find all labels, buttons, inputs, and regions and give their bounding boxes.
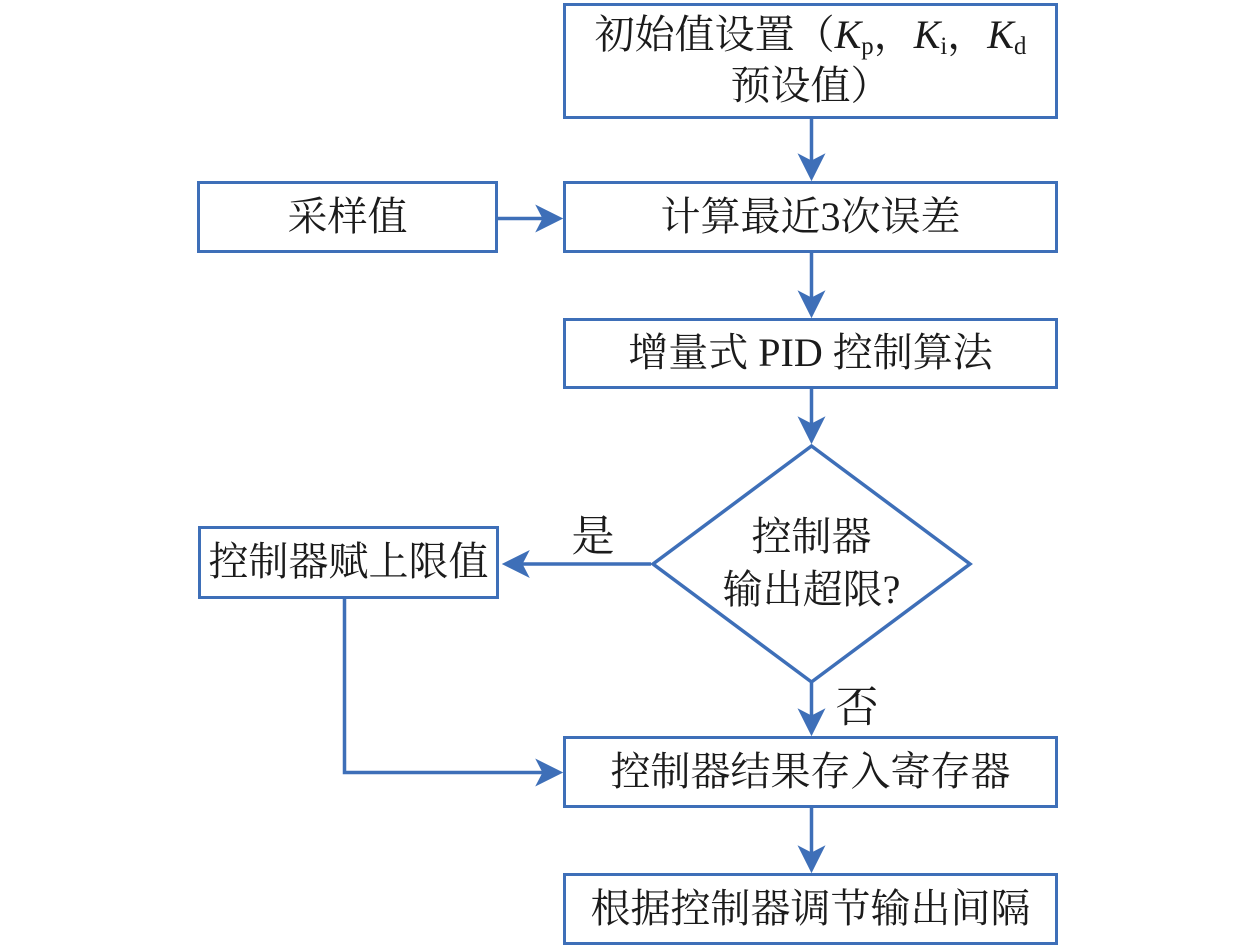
kd-symbol: K (987, 12, 1014, 58)
node-label: 根据控制器调节输出间隔 (590, 885, 1031, 931)
node-initial-value-setup (563, 3, 1058, 119)
ki-symbol: K (913, 12, 941, 58)
edge-assign-to-store (345, 599, 560, 773)
node-label: 控制器结果存入寄存器 (610, 748, 1011, 794)
edge-label-yes: 是 (571, 513, 615, 561)
init-line2: 预设值） (730, 63, 891, 108)
node-store-to-register (563, 736, 1058, 808)
node-label: 计算最近3次误差 (660, 193, 961, 239)
decision-line2: 输出超限? (722, 567, 901, 612)
node-incremental-pid-algorithm (563, 318, 1058, 389)
kp-symbol: K (834, 12, 862, 58)
node-adjust-output-interval (563, 873, 1058, 945)
node-sampling-value (197, 181, 498, 253)
node-calc-recent-errors (563, 181, 1058, 253)
node-label: 控制器赋上限值 (208, 539, 489, 585)
node-decision-output-overlimit (661, 496, 962, 632)
node-label: 采样值 (287, 193, 408, 239)
node-assign-upper-limit (198, 526, 499, 599)
edge-label-no: 否 (835, 684, 879, 732)
init-line1: 初始值设置（$K_p$，$K_i$，$K_d$ (594, 12, 1027, 61)
node-label: 增量式 PID 控制算法 (628, 330, 993, 376)
decision-line1: 控制器 (751, 514, 872, 560)
